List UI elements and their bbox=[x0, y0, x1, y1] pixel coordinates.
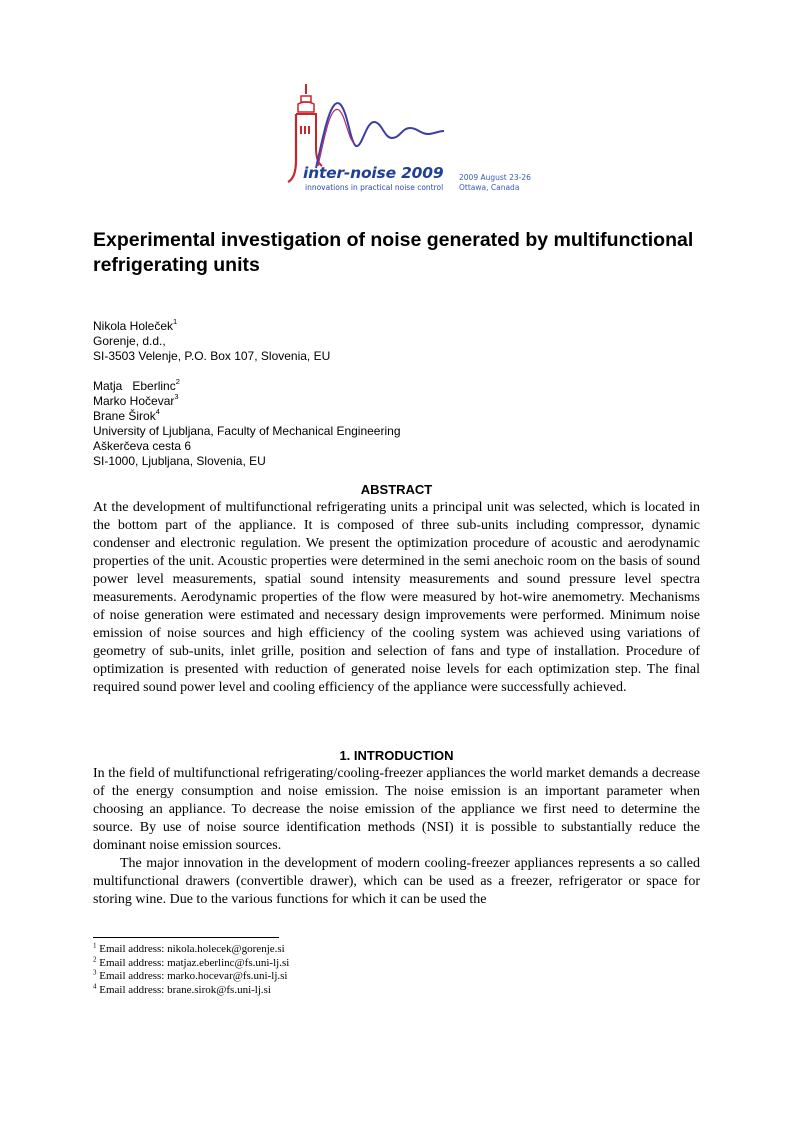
introduction-paragraph-1: In the field of multifunctional refrigerating/cooling-freezer appliances the world market demands a decrease of the energy consumption and noise emission. The noise emission is an important parameter when choosing an appliance. To decrease the noise emission of the appliance we first need to determine the source. By use of noise source identification methods (NSI) it is possible to substantially reduce the dominant noise emission sources. bbox=[93, 766, 700, 853]
abstract-heading: ABSTRACT bbox=[360, 482, 433, 497]
footnote-divider bbox=[93, 937, 279, 938]
affiliation-line: Aškerčeva cesta 6 bbox=[93, 439, 192, 453]
author-block bbox=[93, 319, 703, 469]
affiliation-line: Gorenje, d.d., bbox=[93, 334, 166, 348]
affiliation-line: SI-3503 Velenje, P.O. Box 107, Slovenia, EU bbox=[93, 349, 331, 363]
footnotes bbox=[93, 943, 493, 997]
abstract-text: At the development of multifunctional refrigerating units a principal unit was selected, which is located in the bottom part of the appliance. It is composed of three sub-units including compressor, dynamic condenser and electronic regulation. We present the optimization procedure of acoustic and aerodynamic properties of the unit. Acoustic properties were determined in the semi anechoic room on the basis of sound power level measurements, spatial sound intensity measurements and sound pressure level spectra measurements. Aerodynamic properties of the flow were measured by hot-wire anemometry. Mechanisms of noise generation were estimated and necessary design improvements were performed. Minimum noise emission of noise sources and high efficiency of the cooling system was achieved using variations of geometry of sub-units, inlet grille, position and selection of fans and type of installation. Procedure of optimization is presented with reduction of generated noise levels for each optimization step. The final required sound power level and cooling efficiency of the appliance were successfully achieved. bbox=[93, 500, 700, 695]
footnote: $^4$ Email address: brane.sirok@fs.uni-lj.si bbox=[93, 981, 271, 996]
conference-logo bbox=[284, 82, 534, 194]
logo-tagline: innovations in practical noise control bbox=[305, 183, 444, 192]
footnote: $^1$ Email address: nikola.holecek@gorenje.si bbox=[93, 941, 285, 955]
affiliation-line: University of Ljubljana, Faculty of Mechanical Engineering bbox=[93, 424, 401, 438]
introduction-paragraph-2: The major innovation in the development of modern cooling-freezer appliances represents a so called multifunctional drawers (convertible drawer), which can be used as a freezer, refrigerator or space for storing wine. Due to the various functions for which it can be used the bbox=[93, 856, 700, 907]
author-3: Marko Hočevar$^3$ bbox=[93, 392, 179, 408]
author-4: Brane Širok$^4$ bbox=[93, 407, 160, 423]
footnote: $^3$ Email address: marko.hocevar@fs.uni-lj.si bbox=[93, 968, 288, 982]
conference-place: Ottawa, Canada bbox=[459, 183, 520, 192]
paper-title: Experimental investigation of noise generated by multifunctional refrigerating units bbox=[93, 229, 694, 276]
introduction-heading: 1. INTRODUCTION bbox=[339, 748, 454, 763]
footnote: $^2$ Email address: matjaz.eberlinc@fs.uni-lj.si bbox=[93, 954, 290, 969]
affiliation-line: SI-1000, Ljubljana, Slovenia, EU bbox=[93, 454, 266, 468]
conference-date: 2009 August 23-26 bbox=[459, 173, 531, 182]
logo-name: inter-noise 2009 bbox=[303, 164, 444, 182]
author-1: Nikola Holeček$^1$ bbox=[93, 317, 178, 333]
author-2: Matja Eberlinc$^2$ bbox=[93, 377, 180, 393]
